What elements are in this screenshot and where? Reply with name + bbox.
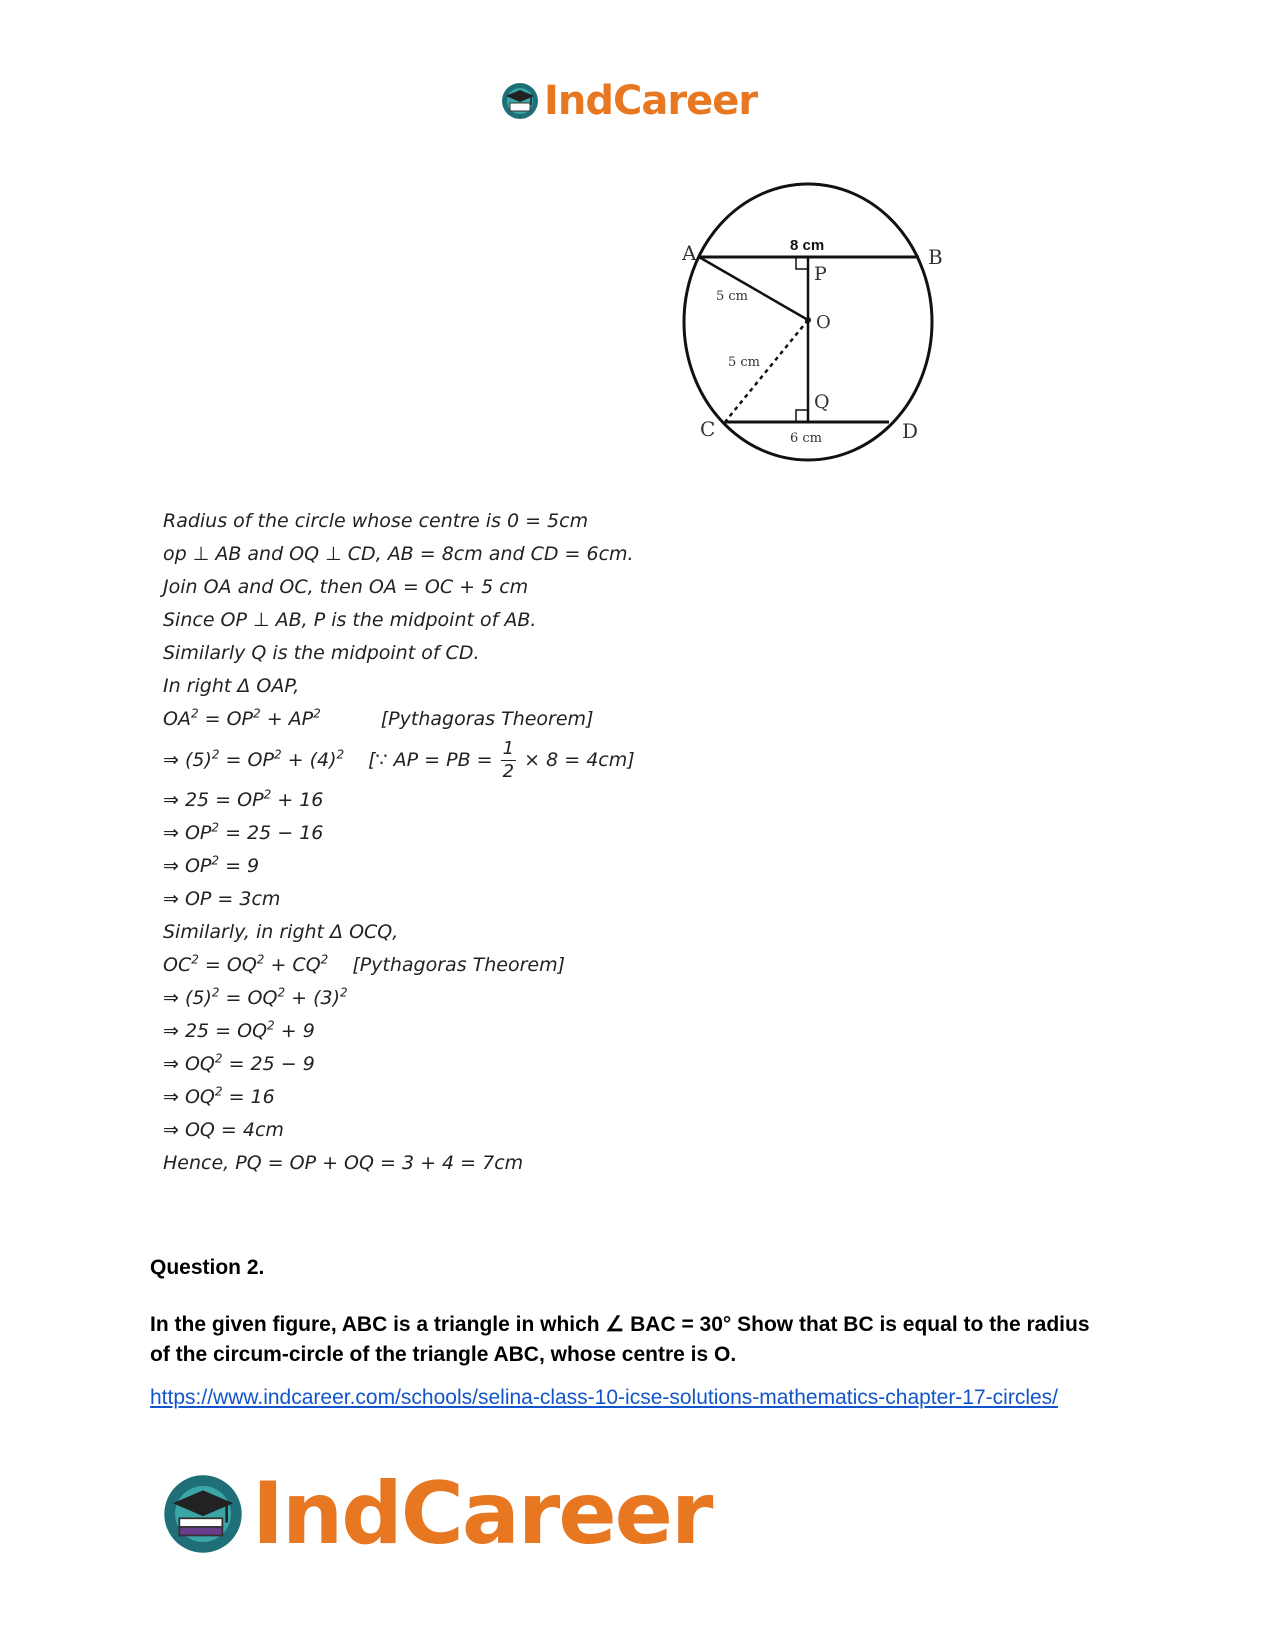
right-angle-p [796,257,808,269]
eq-rhs: + 16 [277,789,324,811]
eq-rhs: = 16 [228,1086,275,1108]
eq-rhs: + 9 [280,1020,315,1042]
solution-equation: ⇒ $(5)^2 = OQ^2 + (3)^2$ [163,985,348,1009]
label-oa-length: 5 cm [716,289,749,304]
label-a: A [682,241,697,265]
label-b: B [928,245,943,269]
label-oc-length: 5 cm [728,355,761,370]
solution-equation: $OA^2 = OP^2 + AP^2$ [Pythagoras Theorem] [163,706,594,730]
reason-text: × 8 = 4cm] [524,749,635,771]
eq-rhs: = 25 − 16 [225,822,324,844]
solution-steps [163,505,763,1180]
solution-equation: ⇒ $OQ^2 = 25 - 9$ [163,1051,315,1075]
logo-wordmark: IndCareer [544,78,758,124]
centre-dot [805,317,811,323]
fraction-denominator: 2 [502,761,515,782]
solution-equation: $OC^2 = OQ^2 + CQ^2$ [Pythagoras Theorem] [163,952,566,976]
footer-logo[interactable] [160,1464,711,1564]
solution-line: Radius of the circle whose centre is 0 = 5cm [163,510,589,532]
eq-lhs: ⇒ 25 = OP [163,789,264,811]
graduation-cap-icon [160,1471,246,1557]
solution-line: Hence, PQ = OP + OQ = 3 + 4 = 7cm [163,1152,524,1174]
solution-line: op ⊥ AB and OQ ⊥ CD, AB = 8cm and CD = 6cm. [163,543,634,565]
solution-line: In right Δ OAP, [163,675,300,697]
label-ab-length: 8 cm [790,237,825,254]
label-p: P [814,263,827,285]
solution-equation: ⇒ $OQ^2 = 16$ [163,1084,275,1108]
solution-equation: ⇒ $25 = OP^2 + 16$ [163,787,324,811]
question-title: Question 2. [150,1256,265,1279]
eq-rhs: = 9 [225,855,260,877]
solution-line: Since OP ⊥ AB, P is the midpoint of AB. [163,609,537,631]
eq-lhs: ⇒ 25 = OQ [163,1020,268,1042]
solution-line: ⇒ OQ = 4cm [163,1119,284,1141]
label-d: D [902,419,919,443]
fraction-numerator: 1 [502,738,515,759]
question-text: In the given figure, ABC is a triangle in which ∠ BAC = 30° Show that BC is equal to the radius of the circum-circle of the triangle ABC, whose centre is O. [150,1313,1090,1366]
solution-line: ⇒ OP = 3cm [163,888,281,910]
eq-rhs: = 25 − 9 [228,1053,315,1075]
right-angle-q [796,410,808,422]
fraction [501,738,516,783]
solution-equation: ⇒ $OP^2 = 9$ [163,853,260,877]
label-q: Q [814,391,830,413]
solution-equation: ⇒ $OP^2 = 25 - 16$ [163,820,324,844]
radius-oc [725,320,808,422]
label-o: O [816,312,831,333]
graduation-cap-icon [500,81,540,121]
solution-equation: ⇒ $(5)^2 = OP^2 + (4)^2$ [∵ AP = PB = $\frac{1}{2}$ × 8 = 4cm] [163,738,635,782]
solution-line: Similarly Q is the midpoint of CD. [163,642,480,664]
source-link[interactable]: https://www.indcareer.com/schools/selina-class-10-icse-solutions-mathematics-chapter-17-circles/ [150,1386,1058,1409]
reason-text: [Pythagoras Theorem] [380,708,594,730]
label-c: C [700,417,716,441]
solution-line: Join OA and OC, then OA = OC + 5 cm [163,576,529,598]
circle-chord-figure [682,180,1010,490]
logo-wordmark: IndCareer [252,1464,712,1564]
solution-equation: ⇒ $25 = OQ^2 + 9$ [163,1018,315,1042]
header-logo[interactable] [500,78,757,124]
reason-text: [∵ AP = PB = [368,749,493,771]
reason-text: [Pythagoras Theorem] [352,954,566,976]
label-cd-length: 6 cm [790,431,823,446]
solution-line: Similarly, in right Δ OCQ, [163,921,399,943]
